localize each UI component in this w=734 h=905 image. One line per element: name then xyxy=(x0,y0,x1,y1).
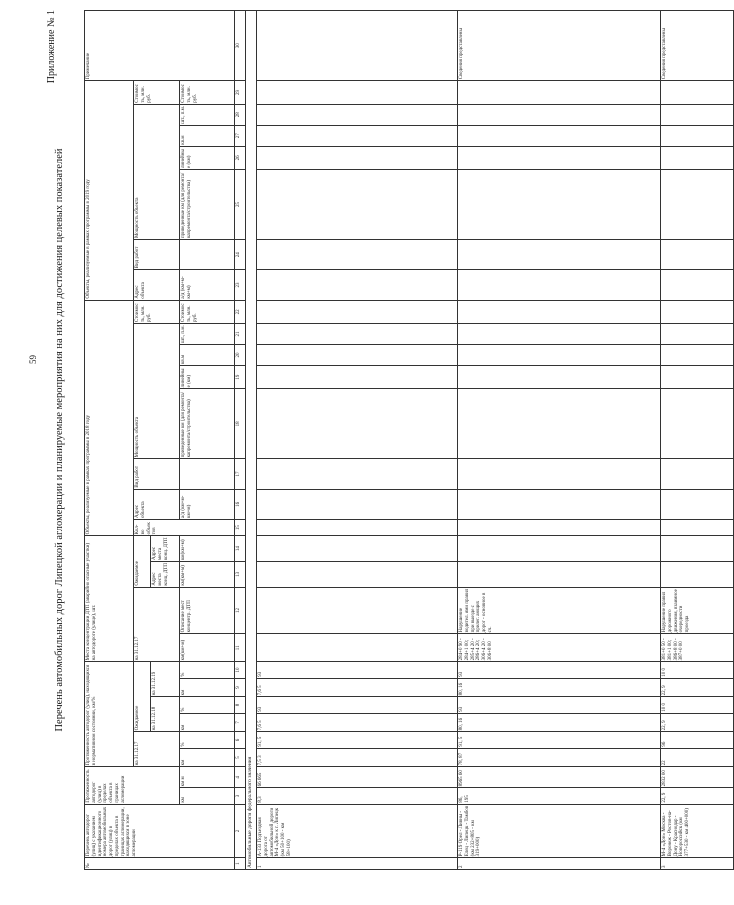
unit-km: км xyxy=(180,788,235,804)
unit-km-17: км xyxy=(180,748,235,767)
header-cost-19: Стоимость, млн. руб. xyxy=(134,81,180,104)
header-cost-18: Стоимость, млн. руб. xyxy=(134,300,180,323)
column-number-cell: 6 xyxy=(235,732,246,748)
unit-cost-19: Стоимость, млн. руб. xyxy=(180,81,235,104)
row-road: М-4 «Дон» Москва - Воронеж - Ростов-на-Дону - Краснодар - Новороссийск (км 377+530 - км 400+000) xyxy=(661,804,734,858)
table-row xyxy=(458,11,661,870)
row-d18-pct: 93 xyxy=(458,697,661,713)
header-count-obj: Кол-во объектов xyxy=(134,519,235,535)
row-conc-addr xyxy=(257,634,458,662)
column-number-cell: 3 xyxy=(235,788,246,804)
column-number-cell: 4 xyxy=(235,767,246,788)
row-d17-km: 22 xyxy=(661,748,734,767)
header-share-group: Протяженность автодорог (улиц), находящихся в нормативном состоянии, км/% xyxy=(85,662,134,767)
header-acc-forecast: Ожидаемое xyxy=(134,536,151,587)
row-conc-desc: Нарушение водител. ями правил при выезде с прилег. ающих дорог - основное в сч. xyxy=(458,587,661,634)
row-note: Сведения представлены xyxy=(661,11,734,81)
column-number-cell: 30 xyxy=(235,11,246,81)
row-len-km: 8,3 xyxy=(257,788,458,804)
unit-conc-addr: км(км+м) xyxy=(180,634,235,662)
column-number-cell: 9 xyxy=(235,678,246,697)
unit-empty-19 xyxy=(180,240,235,270)
unit-conc-desc: Описание мест концентр. ДТП xyxy=(180,587,235,634)
unit-km-18: км xyxy=(180,713,235,732)
unit-km-m: км м xyxy=(180,767,235,788)
row-d17-pct: 96 xyxy=(661,732,734,748)
column-number-cell: 10 xyxy=(235,662,246,678)
unit-cap-lin-19: линейные (км) xyxy=(180,146,235,169)
row-d19-pct: 93 xyxy=(458,662,661,678)
row-len-m: 2832 00 xyxy=(661,767,734,788)
table-row xyxy=(257,11,458,870)
unit-cap-sqm-19: кв.м xyxy=(180,125,235,146)
unit-ad-19: а/д (км+м-км+м) xyxy=(180,270,235,300)
document-title: Перечень автомобильных дорог Липецкой агломерации и планируемые мероприятия на них для достижения целевых показателей xyxy=(54,148,65,732)
column-number-cell: 13 xyxy=(235,562,246,588)
column-number-cell: 16 xyxy=(235,489,246,519)
indicators-table xyxy=(84,10,734,870)
unit-cap-lin-18: линейные (км) xyxy=(180,366,235,389)
row-num: 2 xyxy=(458,858,661,870)
section-federal-roads: Автомобильные дороги федерального значения xyxy=(246,11,257,870)
row-d18-km: 80, 16 xyxy=(458,713,661,732)
unit-cost-18: Стоимость, млн. руб. xyxy=(180,300,235,323)
row-road: Р-119 Орел - Ливны - Елец - Липецк - Тамбов (км 232+805 - км 319+000) xyxy=(458,804,661,858)
row-len-km: 22, 9 xyxy=(661,788,734,804)
row-d19-km: 7,6 5 xyxy=(257,678,458,697)
row-d19-km: 22, 9 xyxy=(661,678,734,697)
column-number-cell: 29 xyxy=(235,81,246,104)
header-works-2019: Объекты, реализуемые в рамках программы в 2019 году xyxy=(85,81,134,300)
unit-addr-2019: км(км+м) xyxy=(180,536,235,562)
header-note: Примечание xyxy=(85,11,235,81)
rotated-page xyxy=(40,10,690,870)
column-number-cell: 26 xyxy=(235,146,246,169)
unit-empty-18 xyxy=(180,459,235,489)
header-work-type-19: Вид работ xyxy=(134,240,180,270)
column-number-row xyxy=(235,11,246,870)
unit-pct-17: % xyxy=(180,732,235,748)
column-number-cell: 14 xyxy=(235,536,246,562)
row-len-km: 86, 195 xyxy=(458,788,661,804)
row-conc-desc: Нарушение правил дорожного движения, взаимное очередности проезда xyxy=(661,587,734,634)
column-number-cell: 7 xyxy=(235,713,246,732)
row-conc-addr: 381+0 50 - 381+1 00; 386+8 00 - 387+0 00 xyxy=(661,634,734,662)
row-d18-km: 7,6 5 xyxy=(257,713,458,732)
row-conc-desc xyxy=(257,587,458,634)
row-d19-pct: 93 xyxy=(257,662,458,678)
table-row xyxy=(661,11,734,870)
column-number-cell: 23 xyxy=(235,270,246,300)
column-number-cell: 28 xyxy=(235,104,246,125)
column-number-cell: 21 xyxy=(235,324,246,345)
row-conc-addr: 284+0 90 - 284+1 00; 285+4 20 - 286+4 20; 306+4 20 - 306+8 00 xyxy=(458,634,661,662)
unit-cap-pcs-19: шт., п.м. xyxy=(180,104,235,125)
header-work-type-18: Вид работ xyxy=(134,459,180,489)
unit-pct-18: % xyxy=(180,697,235,713)
header-on-date-17: на 31.12.17 xyxy=(134,732,180,767)
header-addr-2019: Адрес места конц. ДТП xyxy=(151,536,180,562)
header-forecast: Ожидаемое xyxy=(134,662,151,732)
row-d18-km: 22, 9 xyxy=(661,713,734,732)
header-capacity-18: Мощность объекта xyxy=(134,324,180,459)
column-number-cell: 25 xyxy=(235,170,246,240)
unit-cap-pcs-18: шт., п.м. xyxy=(180,324,235,345)
column-number-cell: 12 xyxy=(235,587,246,634)
row-d17-km: 78, 87 xyxy=(458,748,661,767)
column-number-cell: 2 xyxy=(235,804,246,858)
header-length: Протяженность автодорог (улиц) в пределах объекта в границах агломерации xyxy=(85,767,180,804)
row-note xyxy=(257,11,458,81)
unit-pct-19: % xyxy=(180,662,235,678)
header-on-date-18: на 31.12.18 xyxy=(151,697,180,732)
row-d18-pct: 10 0 xyxy=(661,697,734,713)
row-d17-km: 7,5 3 xyxy=(257,748,458,767)
header-addr-obj-19: Адрес объекта xyxy=(134,270,180,300)
row-d17-pct: 91, 5 xyxy=(257,732,458,748)
header-accidents-group: Места концентрации ДТП (аварийно опасные участки) на автодороге (улице), шт. xyxy=(85,536,134,662)
unit-addr-2018: км(км+м) xyxy=(180,562,235,588)
column-number-cell: 5 xyxy=(235,748,246,767)
column-number-cell: 19 xyxy=(235,366,246,389)
header-on-date-19: на 31.12.19 xyxy=(151,662,180,697)
row-d19-pct: 10 0 xyxy=(661,662,734,678)
column-number-cell: 8 xyxy=(235,697,246,713)
row-road: А-133 Подъездная дорога от автомобильной дороги М-4 «Дон» к г. Липецк (км 50+100 - км 58+100) xyxy=(257,804,458,858)
column-number-cell: 11 xyxy=(235,634,246,662)
column-number-cell: 1 xyxy=(235,858,246,870)
header-works-2018: Объекты, реализуемые в рамках программы в 2018 году xyxy=(85,300,134,536)
unit-km-19: км xyxy=(180,678,235,697)
column-number-cell: 27 xyxy=(235,125,246,146)
row-len-m: 8965 60 xyxy=(458,767,661,788)
row-num: 1 xyxy=(257,858,458,870)
page-number: 59 xyxy=(28,355,38,364)
header-capacity-19: Мощность объекта xyxy=(134,104,180,239)
column-number-cell: 18 xyxy=(235,389,246,459)
header-addr-obj-18: Адрес объекта xyxy=(134,489,180,519)
row-d19-km: 80, 16 xyxy=(458,678,661,697)
header-num: № xyxy=(85,858,235,870)
column-number-cell: 24 xyxy=(235,240,246,270)
column-number-cell: 22 xyxy=(235,300,246,323)
column-number-cell: 15 xyxy=(235,519,246,535)
header-road-list: Перечень автодорог (улиц) с указанием идентификационного номера автомобильных дорог (улиц) в пределах объекта в границах агломерации, находящихся в зоне агломерации xyxy=(85,804,235,858)
appendix-label: Приложение № 1 xyxy=(46,10,57,84)
unit-cap-road-19: приведенные км (для ремонта/капремонта/строительства) xyxy=(180,170,235,240)
unit-cap-sqm-18: кв.м xyxy=(180,345,235,366)
unit-ad-18: а/д (км+м-км+м) xyxy=(180,489,235,519)
header-acc-on-date: на 31.12.17 xyxy=(134,587,180,662)
row-d18-pct: 93 xyxy=(257,697,458,713)
row-d17-pct: 91, 5 xyxy=(458,732,661,748)
row-num: 3 xyxy=(661,858,734,870)
row-len-m: 66 665 xyxy=(257,767,458,788)
unit-cap-road-18: приведенные км (для ремонта/капремонта/строительства) xyxy=(180,389,235,459)
column-number-cell: 20 xyxy=(235,345,246,366)
column-number-cell: 17 xyxy=(235,459,246,489)
row-note: Сведения представлены xyxy=(458,11,661,81)
header-addr-2018: Адрес места конц. ДТП xyxy=(151,562,180,588)
